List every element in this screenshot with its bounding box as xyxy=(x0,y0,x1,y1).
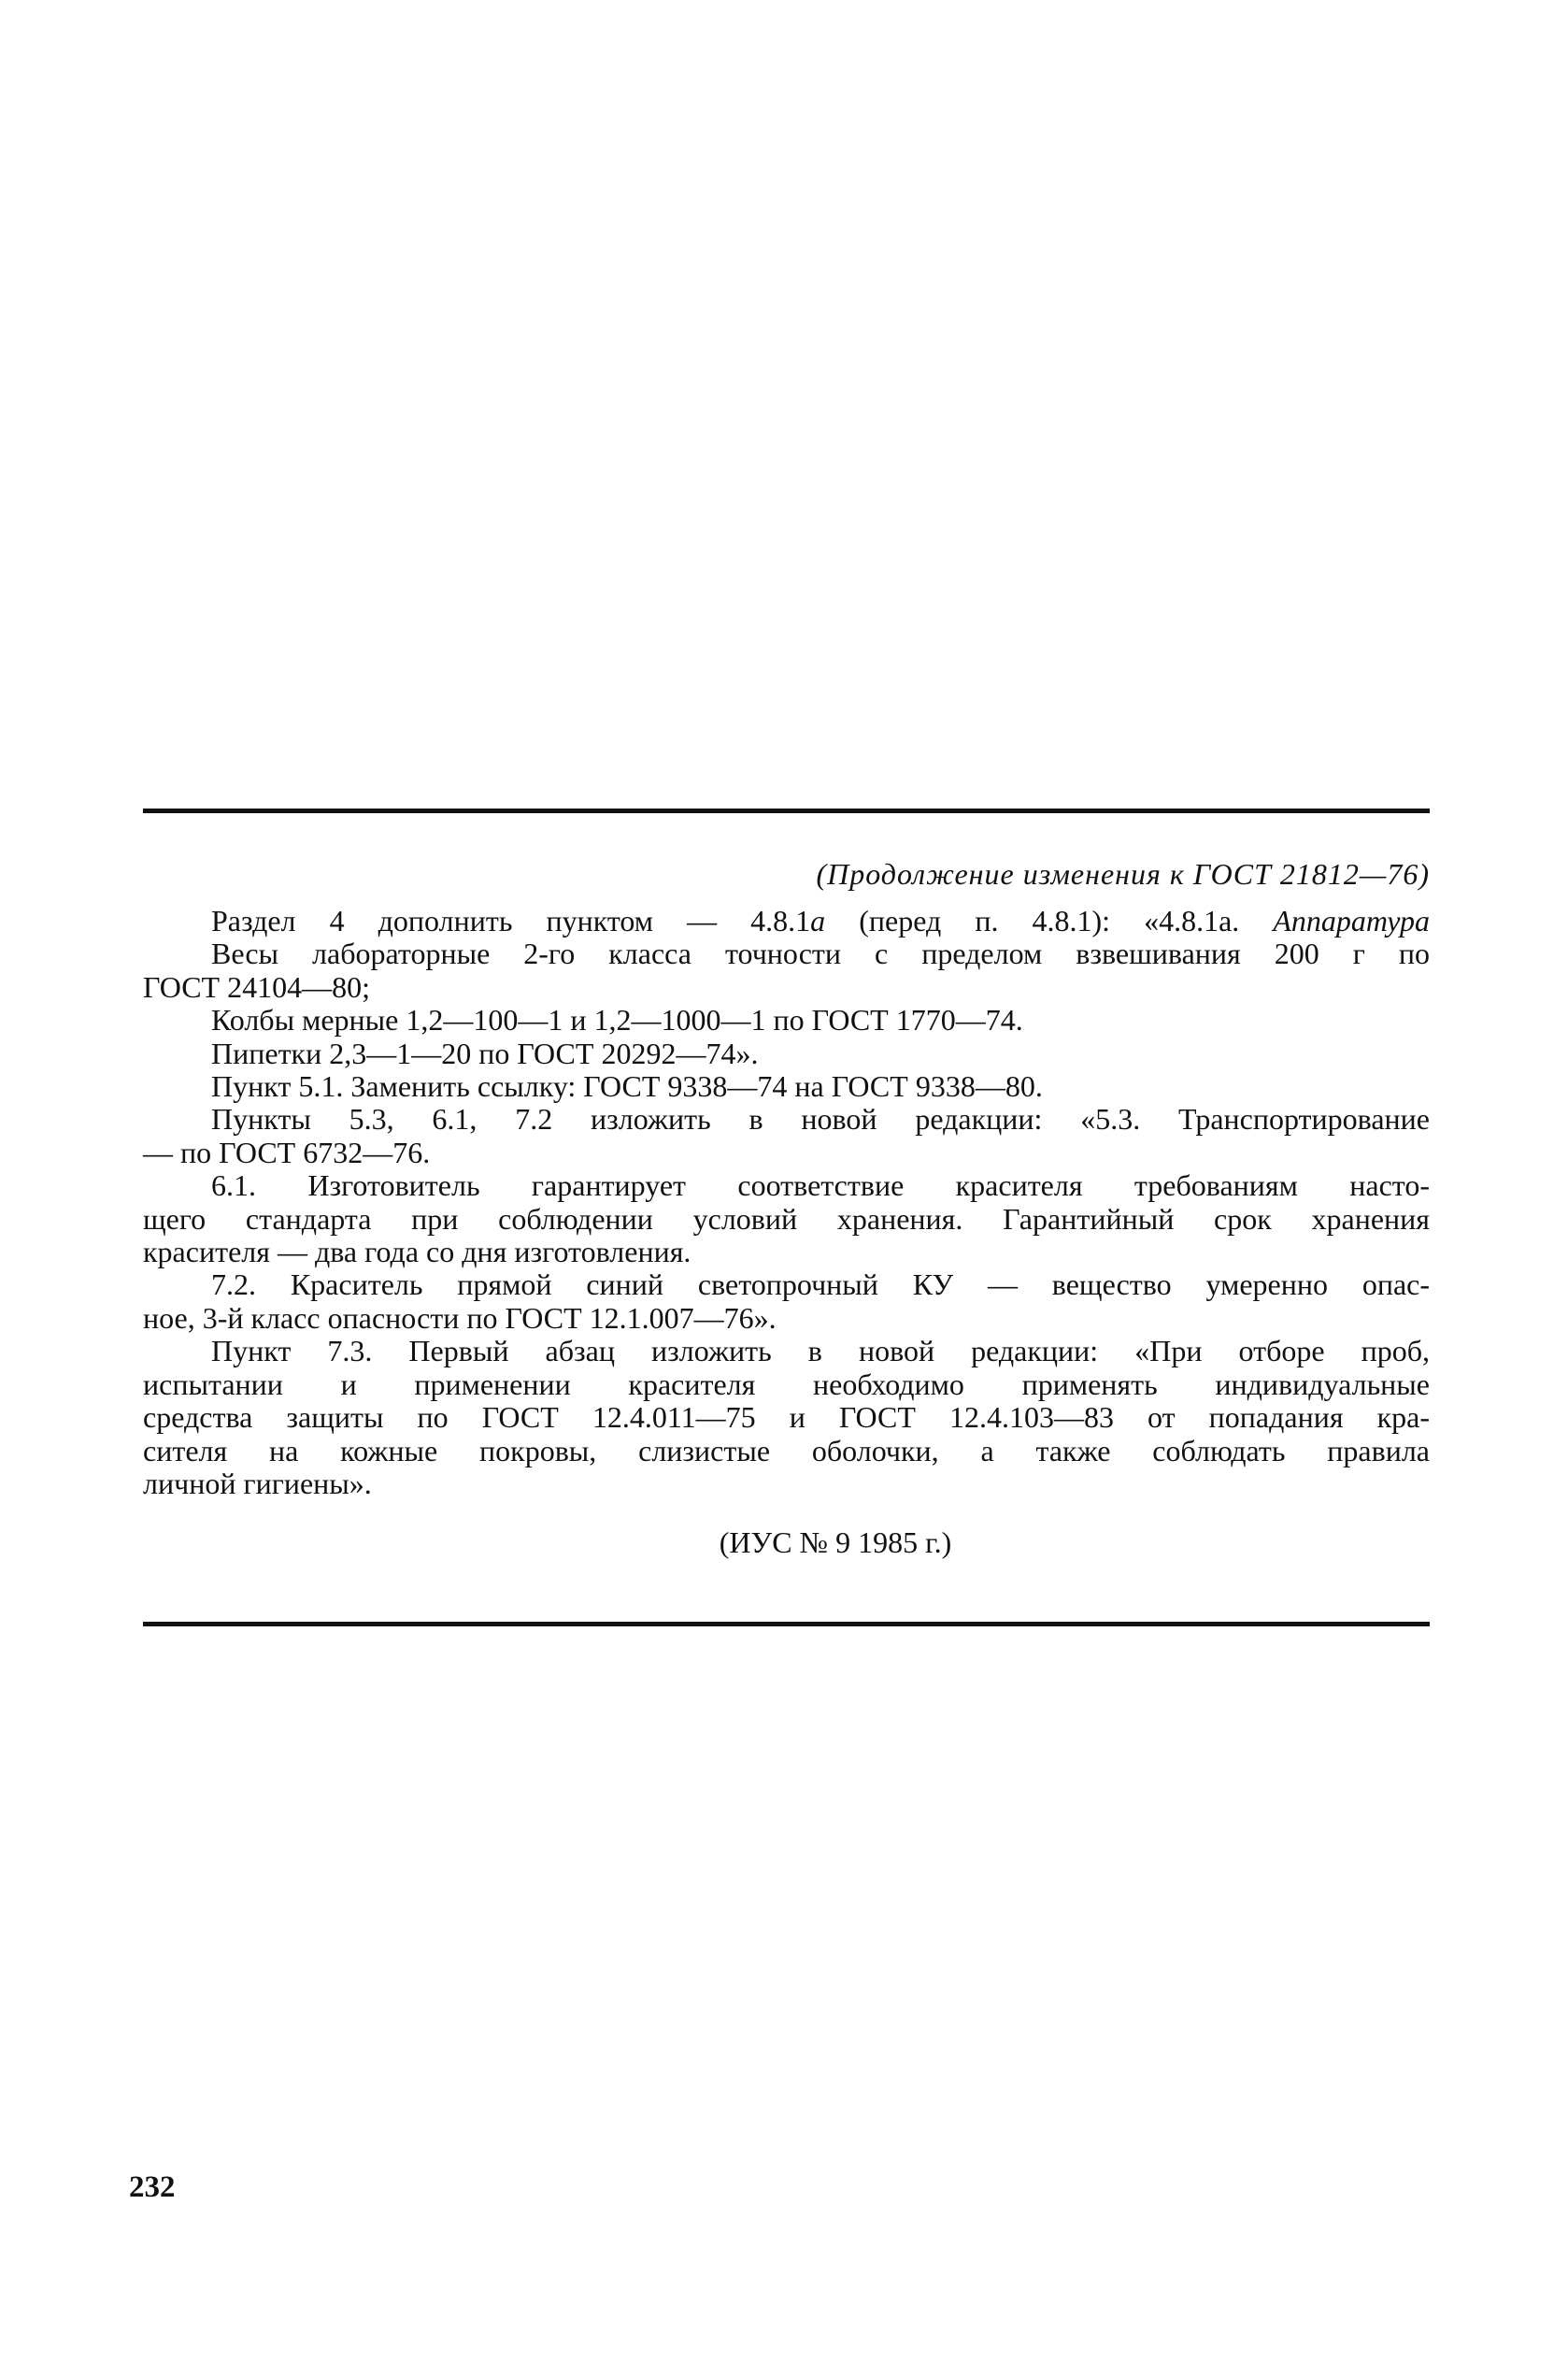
text-line: ГОСТ 24104—80; xyxy=(143,969,370,1004)
text-line: Пипетки 2,3—1—20 по ГОСТ 20292—74». xyxy=(211,1036,759,1070)
page-number: 232 xyxy=(129,2170,176,2204)
source-reference: (ИУС № 9 1985 г.) xyxy=(719,1525,952,1559)
continuation-header: (Продолжение изменения к ГОСТ 21812—76) xyxy=(816,857,1430,891)
amendment-text xyxy=(143,905,1430,1500)
text-line: средства защиты по ГОСТ 12.4.011—75 и ГОСТ 12.4.103—83 от попадания кра- xyxy=(143,1400,1430,1435)
text-line: Пункты 5.3, 6.1, 7.2 изложить в новой редакции: «5.3. Транспортирование xyxy=(211,1102,1430,1137)
top-divider xyxy=(143,809,1430,813)
text-line: 6.1. Изготовитель гарантирует соответствие красителя требованиям насто- xyxy=(211,1168,1430,1203)
text-line: щего стандарта при соблюдении условий хранения. Гарантийный срок хранения xyxy=(143,1201,1430,1236)
text-line: 7.2. Краситель прямой синий светопрочный КУ — вещество умеренно опас- xyxy=(211,1267,1430,1302)
text-line: Раздел 4 дополнить пунктом — 4.8.1а (перед п. 4.8.1): «4.8.1а. Аппаратура xyxy=(211,904,1431,938)
text-line: испытании и применении красителя необходимо применять индивидуальные xyxy=(143,1367,1430,1401)
text-line: личной гигиены». xyxy=(143,1466,372,1500)
text-line: Пункт 5.1. Заменить ссылку: ГОСТ 9338—74 на ГОСТ 9338—80. xyxy=(211,1069,1043,1104)
text-line: — по ГОСТ 6732—76. xyxy=(143,1135,431,1169)
text-line: Колбы мерные 1,2—100—1 и 1,2—1000—1 по ГОСТ 1770—74. xyxy=(211,1003,1023,1038)
text-line: сителя на кожные покровы, слизистые оболочки, а также соблюдать правила xyxy=(143,1433,1430,1467)
text-line: Весы лабораторные 2-го класса точности с пределом взвешивания 200 г по xyxy=(211,937,1430,971)
text-line: красителя — два года со дня изготовления. xyxy=(143,1235,691,1269)
text-line: Пункт 7.3. Первый абзац изложить в новой редакции: «При отборе проб, xyxy=(211,1334,1430,1368)
text-line: ное, 3-й класс опасности по ГОСТ 12.1.007—76». xyxy=(143,1300,777,1335)
bottom-divider xyxy=(143,1622,1430,1626)
